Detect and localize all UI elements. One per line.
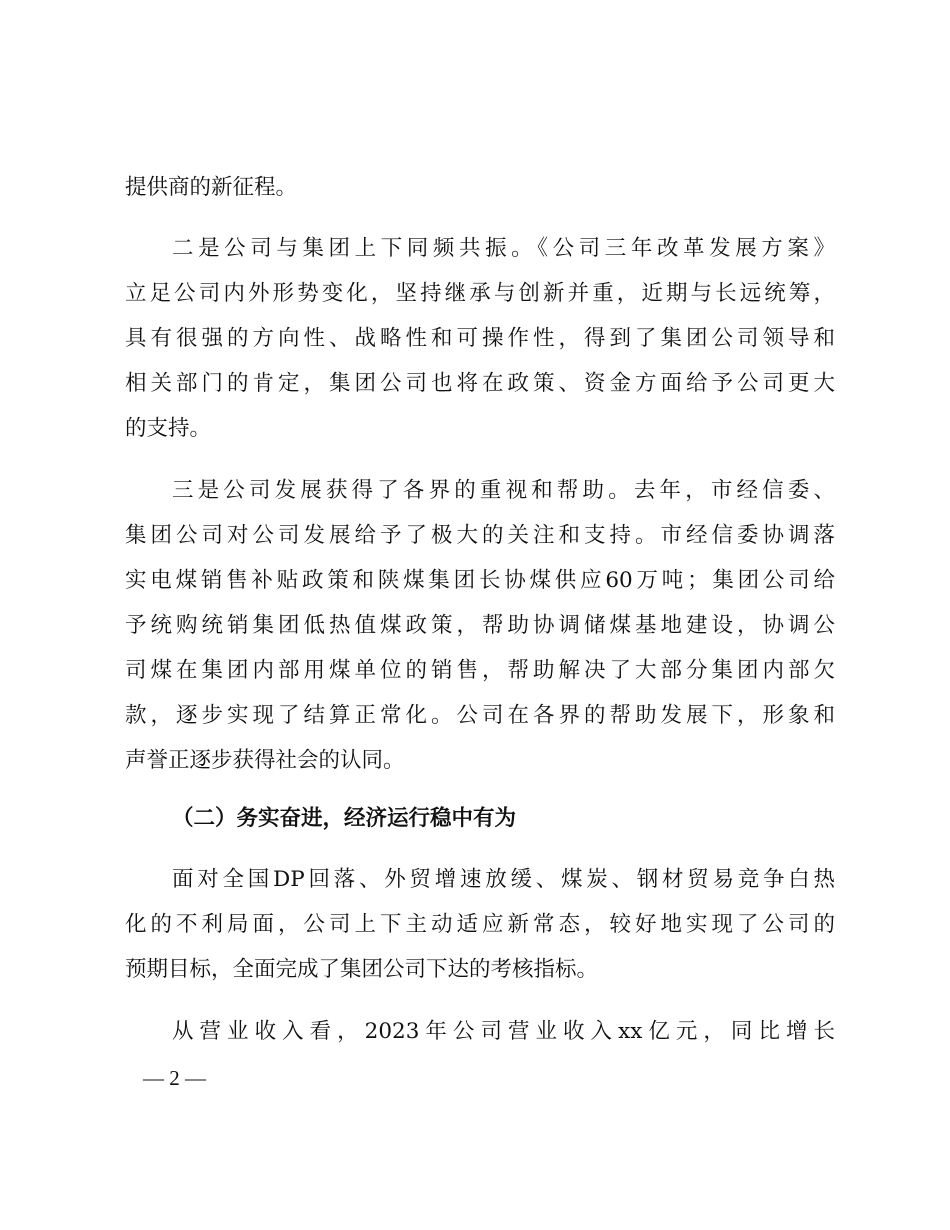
paragraph-line: 司煤在集团内部用煤单位的销售，帮助解决了大部分集团内部欠 — [125, 658, 835, 683]
paragraph-line: 三是公司发展获得了各界的重视和帮助。去年，市经信委、 — [172, 478, 835, 503]
paragraph-line: 具有很强的方向性、战略性和可操作性，得到了集团公司领导和 — [125, 326, 835, 351]
paragraph-line: 款，逐步实现了结算正常化。公司在各界的帮助发展下，形象和 — [125, 703, 835, 728]
paragraph-line: 予统购统销集团低热值煤政策，帮助协调储煤基地建设，协调公 — [125, 613, 835, 638]
paragraph-line: 二是公司与集团上下同频共振。《公司三年改革发展方案》 — [172, 236, 835, 261]
paragraph-line: 实电煤销售补贴政策和陕煤集团长协煤供应60万吨；集团公司给 — [125, 568, 835, 593]
section-heading: （二）务实奋进，经济运行稳中有为 — [172, 806, 517, 831]
paragraph-line: 立足公司内外形势变化，坚持继承与创新并重，近期与长远统筹， — [125, 281, 835, 306]
paragraph-line: 相关部门的肯定，集团公司也将在政策、资金方面给予公司更大 — [125, 371, 835, 396]
paragraph-line: 从营业收入看，2023年公司营业收入xx亿元，同比增长 — [172, 1019, 835, 1044]
paragraph-line: 集团公司对公司发展给予了极大的关注和支持。市经信委协调落 — [125, 523, 835, 548]
paragraph-line: 预期目标，全面完成了集团公司下达的考核指标。 — [125, 957, 599, 982]
paragraph-line: 面对全国DP回落、外贸增速放缓、煤炭、钢材贸易竞争白热 — [172, 867, 835, 892]
page-number: — 2 — — [143, 1066, 206, 1090]
paragraph-line: 化的不利局面，公司上下主动适应新常态，较好地实现了公司的 — [125, 912, 835, 937]
paragraph-line: 提供商的新征程。 — [125, 175, 298, 200]
paragraph-line: 声誉正逐步获得社会的认同。 — [125, 748, 405, 773]
paragraph-line: 的支持。 — [125, 416, 212, 441]
